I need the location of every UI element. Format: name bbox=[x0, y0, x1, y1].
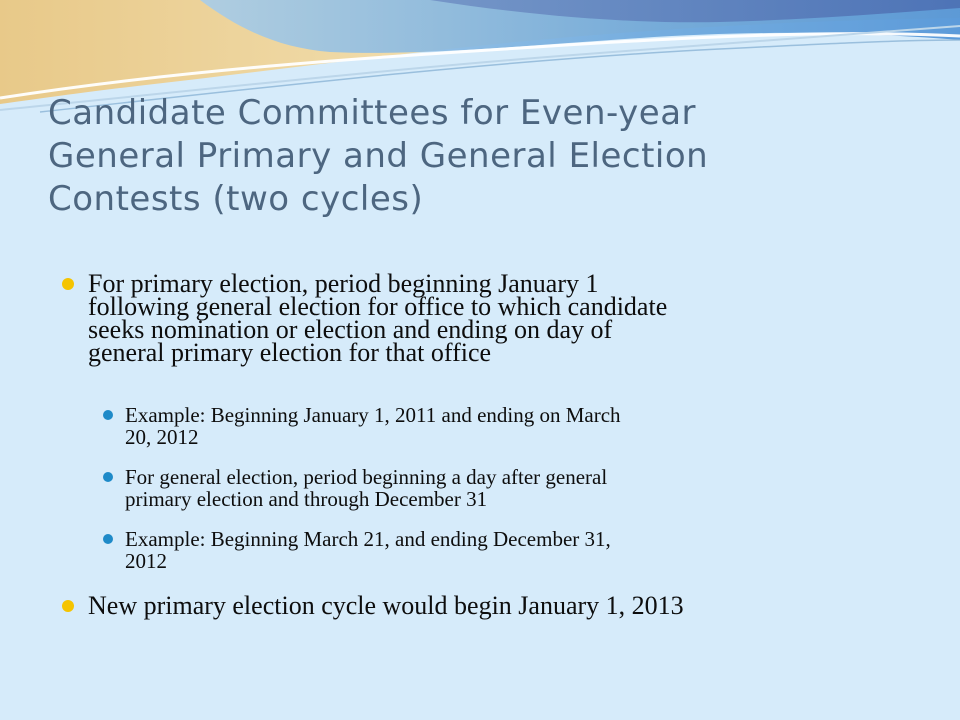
title-line: Contests (two cycles) bbox=[48, 179, 424, 219]
sub-bullet-item bbox=[125, 466, 905, 510]
sub-bullet-dot-icon bbox=[103, 410, 113, 420]
sub-bullet-text-line: For general election, period beginning a day after general bbox=[125, 465, 608, 489]
bullet-text-line: following general election for office to which candidate bbox=[88, 292, 668, 321]
sub-bullet-text-line: 20, 2012 bbox=[125, 425, 199, 449]
sub-bullet-item bbox=[125, 404, 905, 448]
sub-bullet-dot-icon bbox=[103, 534, 113, 544]
sub-bullet-text-line: Example: Beginning March 21, and ending December 31, bbox=[125, 527, 611, 551]
sub-bullet-dot-icon bbox=[103, 472, 113, 482]
bullet-text-line: New primary election cycle would begin January 1, 2013 bbox=[88, 591, 684, 620]
sub-bullet-item bbox=[125, 528, 905, 572]
sub-bullet-text-line: Example: Beginning January 1, 2011 and ending on March bbox=[125, 403, 621, 427]
bullet-item bbox=[88, 269, 888, 367]
bullet-item bbox=[88, 591, 888, 620]
slide-title bbox=[48, 92, 928, 221]
bullet-dot-icon bbox=[62, 278, 74, 290]
bullet-dot-icon bbox=[62, 600, 74, 612]
bullet-text-line: seeks nomination or election and ending on day of bbox=[88, 315, 613, 344]
title-line: Candidate Committees for Even-year bbox=[48, 93, 697, 133]
sub-bullet-text-line: primary election and through December 31 bbox=[125, 487, 488, 511]
bullet-text-line: general primary election for that office bbox=[88, 338, 492, 367]
title-line: General Primary and General Election bbox=[48, 136, 709, 176]
bullet-text-line: For primary election, period beginning January 1 bbox=[88, 269, 599, 298]
sub-bullet-text-line: 2012 bbox=[125, 549, 167, 573]
